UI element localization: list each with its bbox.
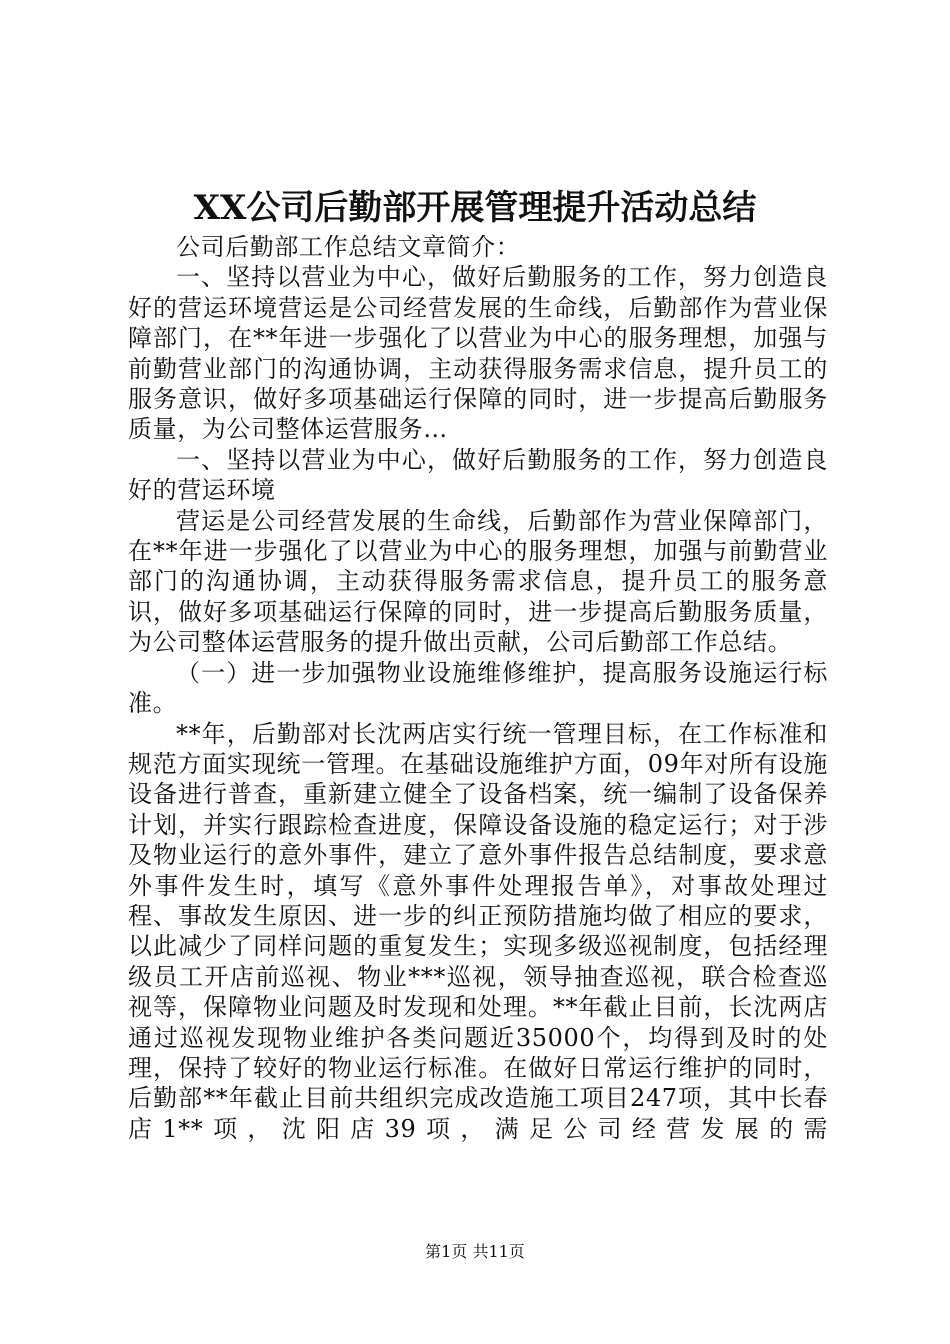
summary-paragraph: 一、坚持以营业为中心，做好后勤服务的工作，努力创造良好的营运环境营运是公司经营发展的生命线，后勤部作为营业保障部门，在**年进一步强化了以营业为中心的服务理想，加强与前勤营业部门的沟通协调，主动获得服务需求信息，提升员工的服务意识，做好多项基础运行保障的同时，进一步提高后勤服务质量，为公司整体运营服务… bbox=[128, 263, 828, 444]
section-heading: 一、坚持以营业为中心，做好后勤服务的工作，努力创造良好的营运环境 bbox=[128, 445, 828, 505]
document-title: XX公司后勤部开展管理提升活动总结 bbox=[193, 188, 757, 228]
page-footer: 第1页 共11页 bbox=[425, 1242, 525, 1261]
subsection-paragraph: **年，后勤部对长沈两店实行统一管理目标，在工作标准和规范方面实现统一管理。在基础设施维护方面，09年对所有设施设备进行普查，重新建立健全了设备档案，统一编制了设备保养计划，并实行跟踪检查进度，保障设备设施的稳定运行；对于涉及物业运行的意外事件，建立了意外事件报告总结制度，要求意外事件发生时，填写《意外事件处理报告单》，对事故处理过程、事故发生原因、进一步的纠正预防措施均做了相应的要求，以此减少了同样问题的重复发生；实现多级巡视制度，包括经理级员工开店前巡视、物业***巡视，领导抽查巡视，联合检查巡视等，保障物业问题及时发现和处理。**年截止目前，长沈两店通过巡视发现物业维护各类问题近35000个，均得到及时的处理，保持了较好的物业运行标准。在做好日常运行维护的同时，后勤部**年截止目前共组织完成改造施工项目247项，其中长春店1**项，沈阳店39项，满足公司经营发展的需 bbox=[128, 719, 828, 1143]
document-body bbox=[128, 232, 828, 1144]
subsection-heading: （一）进一步加强物业设施维修维护，提高服务设施运行标准。 bbox=[128, 658, 828, 718]
section-paragraph: 营运是公司经营发展的生命线，后勤部作为营业保障部门，在**年进一步强化了以营业为中心的服务理想，加强与前勤营业部门的沟通协调，主动获得服务需求信息，提升员工的服务意识，做好多项基础运行保障的同时，进一步提高后勤服务质量，为公司整体运营服务的提升做出贡献，公司后勤部工作总结。 bbox=[128, 506, 828, 657]
intro-heading: 公司后勤部工作总结文章简介： bbox=[176, 233, 521, 261]
